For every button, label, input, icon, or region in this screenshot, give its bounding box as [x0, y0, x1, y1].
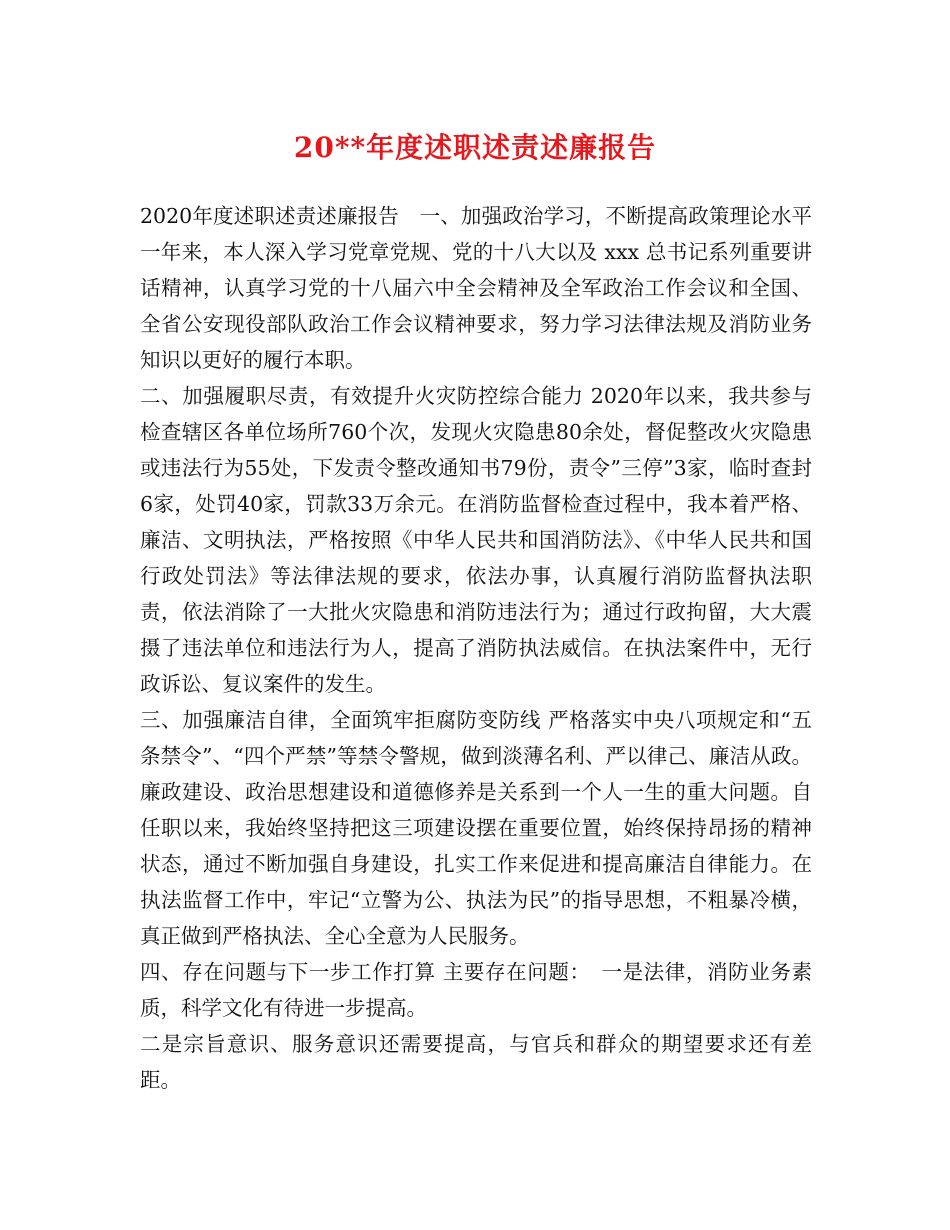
paragraph-service-awareness: 二是宗旨意识、服务意识还需要提高，与官兵和群众的期望要求还有差距。: [140, 1032, 812, 1092]
document-title: 20**年度述职述责述廉报告: [293, 131, 657, 164]
paragraph-fire-prevention: 二、加强履职尽责，有效提升火灾防控综合能力 2020年以来，我共参与检查辖区各单位场所760个次，发现火灾隐患80余处，督促整改火灾隐患或违法行为55处，下发责令整改通知书79份，责令”三停”3家，临时查封6家，处罚40家，罚款33万余元。在消防监督检查过程中，我本着严格、廉洁、文明执法，严格按照《中华人民共和国消防法》、《中华人民共和国行政处罚法》等法律法规的要求，依法办事，认真履行消防监督执法职责，依法消除了一大批火灾隐患和消防违法行为；通过行政拘留，大大震摄了违法单位和违法行为人，提高了消防执法威信。在执法案件中，无行政诉讼、复议案件的发生。: [140, 384, 812, 696]
paragraph-political-study: 2020年度述职述责述廉报告 一、加强政治学习，不断提高政策理论水平 一年来，本人深入学习党章党规、党的十八大以及 xxx 总书记系列重要讲话精神，认真学习党的十八届六中全会精神及全军政治工作会议和全国、全省公安现役部队政治工作会议精神要求，努力学习法律法规及消防业务知识以更好的履行本职。: [140, 204, 812, 372]
paragraph-problems: 四、存在问题与下一步工作打算 主要存在问题： 一是法律，消防业务素质，科学文化有待进一步提高。: [140, 960, 812, 1020]
paragraph-integrity: 三、加强廉洁自律，全面筑牢拒腐防变防线 严格落实中央八项规定和“五条禁令”、“四个严禁”等禁令警规，做到淡薄名利、严以律己、廉洁从政。廉政建设、政治思想建设和道德修养是关系到一个人一生的重大问题。自任职以来，我始终坚持把这三项建设摆在重要位置，始终保持昂扬的精神状态，通过不断加强自身建设，扎实工作来促进和提高廉洁自律能力。在执法监督工作中，牢记“立警为公、执法为民”的指导思想，不粗暴冷横，真正做到严格执法、全心全意为人民服务。: [140, 708, 812, 948]
document-body: [140, 198, 812, 1098]
